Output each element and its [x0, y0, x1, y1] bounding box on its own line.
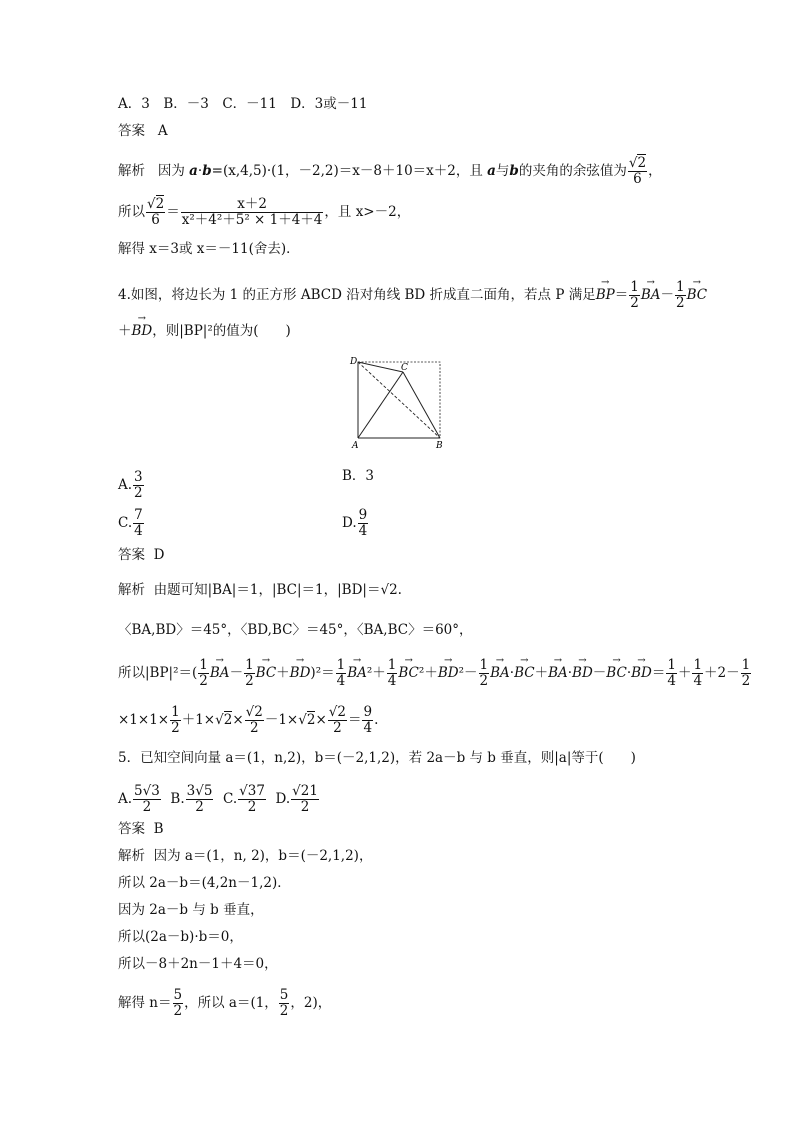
q4-stem-line-1: 4.如图，将边长为 1 的正方形 ABCD 沿对角线 BD 折成直二面角，若点 P 满足→ BP＝ $\frac{1}{2}$ → BA－ $\frac{1}{2}$ → BC [118, 280, 707, 311]
q4-analysis-line-2: 〈BA,BD〉＝45°，〈BD,BC〉＝45°，〈BA,BC〉＝60°， [118, 622, 473, 638]
analysis-label: 解析 [118, 163, 145, 179]
q4-stem-line-2: ＋→ BD，则|BP|²的值为( ) [118, 325, 291, 339]
q5-options: A. $\frac{5√3}{2}$ B. $\frac{3√5}{2}$ C. $\frac{√37}{2}$ D. $\frac{√21}{2}$ [118, 783, 318, 815]
q5-answer: 答案 B [118, 821, 164, 837]
label-a: A [352, 441, 359, 451]
q3-analysis-line-1: 解析 因为 a·b=(x,4,5)·(1，－2,2)＝x－8＋10＝x＋2，且 a与b的夹角的余弦值为 $\frac{√2}{6}$ ， [118, 155, 662, 187]
q5-analysis-line-5: 所以－8＋2n－1＋4＝0， [118, 956, 278, 972]
q4-analysis-line-3: 所以|BP|²＝( $\frac{1}{2}$ → BA－ $\frac{1}{2}$ → BC＋→ BD)²＝ $\frac{1}{4}$ → BA²＋ $\frac{1}{4}$ → BC²＋→ BD²－ $\frac{1}{2}$ → BA·→ BC＋→ BA·→ BD－→ BC·→ BD＝ $\frac{1}{4}$ ＋ $\frac{1}{4}$ ＋2－ $\frac{1}{2}$ [118, 658, 752, 689]
q5-analysis-line-4: 所以(2a－b)·b＝0， [118, 929, 243, 945]
q4-analysis-line-4: ×1×1× $\frac{1}{2}$ ＋1×√2× $\frac{√2}{2}$ －1×√2× $\frac{√2}{2}$ ＝ $\frac{9}{4}$ . [118, 704, 379, 736]
q3-analysis-line-2: 所以 $\frac{√2}{6}$ ＝ $\frac{x+2}{\text{x²＋4²＋5² × 1＋4＋4}}$ ，且 x>－2， [118, 196, 411, 228]
label-c: C [401, 363, 408, 373]
q4-analysis-line-1: 解析 由题可知|BA|＝1，|BC|＝1，|BD|＝√2. [118, 582, 402, 598]
q3-options: A．3 B．－3 C．－11 D．3或－11 [118, 96, 368, 112]
label-d: D [350, 357, 358, 367]
diagonal-bd [358, 362, 440, 438]
q5-analysis-line-6: 解得 n＝ $\frac{5}{2}$ ，所以 a＝(1， $\frac{5}{2}$ ，2)， [118, 987, 332, 1019]
q4-option-c: C. $\frac{7}{4}$ [118, 507, 143, 539]
folded-square-diagram [348, 352, 448, 454]
answer-value: A [157, 123, 168, 139]
q5-stem: 5．已知空间向量 a＝(1，n,2)，b＝(－2,1,2)，若 2a－b 与 b 垂直，则|a|等于( ) [118, 750, 636, 766]
q3-answer [118, 125, 168, 139]
answer-label: 答案 [118, 123, 145, 139]
q5-analysis-line-1: 解析 因为 a＝(1，n, 2)，b＝(－2,1,2)， [118, 848, 373, 864]
q5-analysis-line-2: 所以 2a－b＝(4,2n－1,2)． [118, 875, 291, 891]
q4-answer: 答案 D [118, 547, 165, 563]
fraction-sqrt2-over-6: $\frac{√2}{6}$ [628, 155, 647, 187]
q5-analysis-line-3: 因为 2a－b 与 b 垂直， [118, 902, 264, 918]
q4-option-d: D. $\frac{9}{4}$ [342, 507, 368, 539]
label-b: B [436, 441, 443, 451]
q4-option-a: A. $\frac{3}{2}$ [118, 469, 143, 501]
q3-analysis-line-3: 解得 x＝3或 x＝－11(舍去)． [118, 241, 300, 257]
cosine-fraction: $\frac{x+2}{\text{x²＋4²＋5² × 1＋4＋4}}$ [181, 196, 323, 228]
q4-option-b: B．3 [342, 468, 375, 484]
